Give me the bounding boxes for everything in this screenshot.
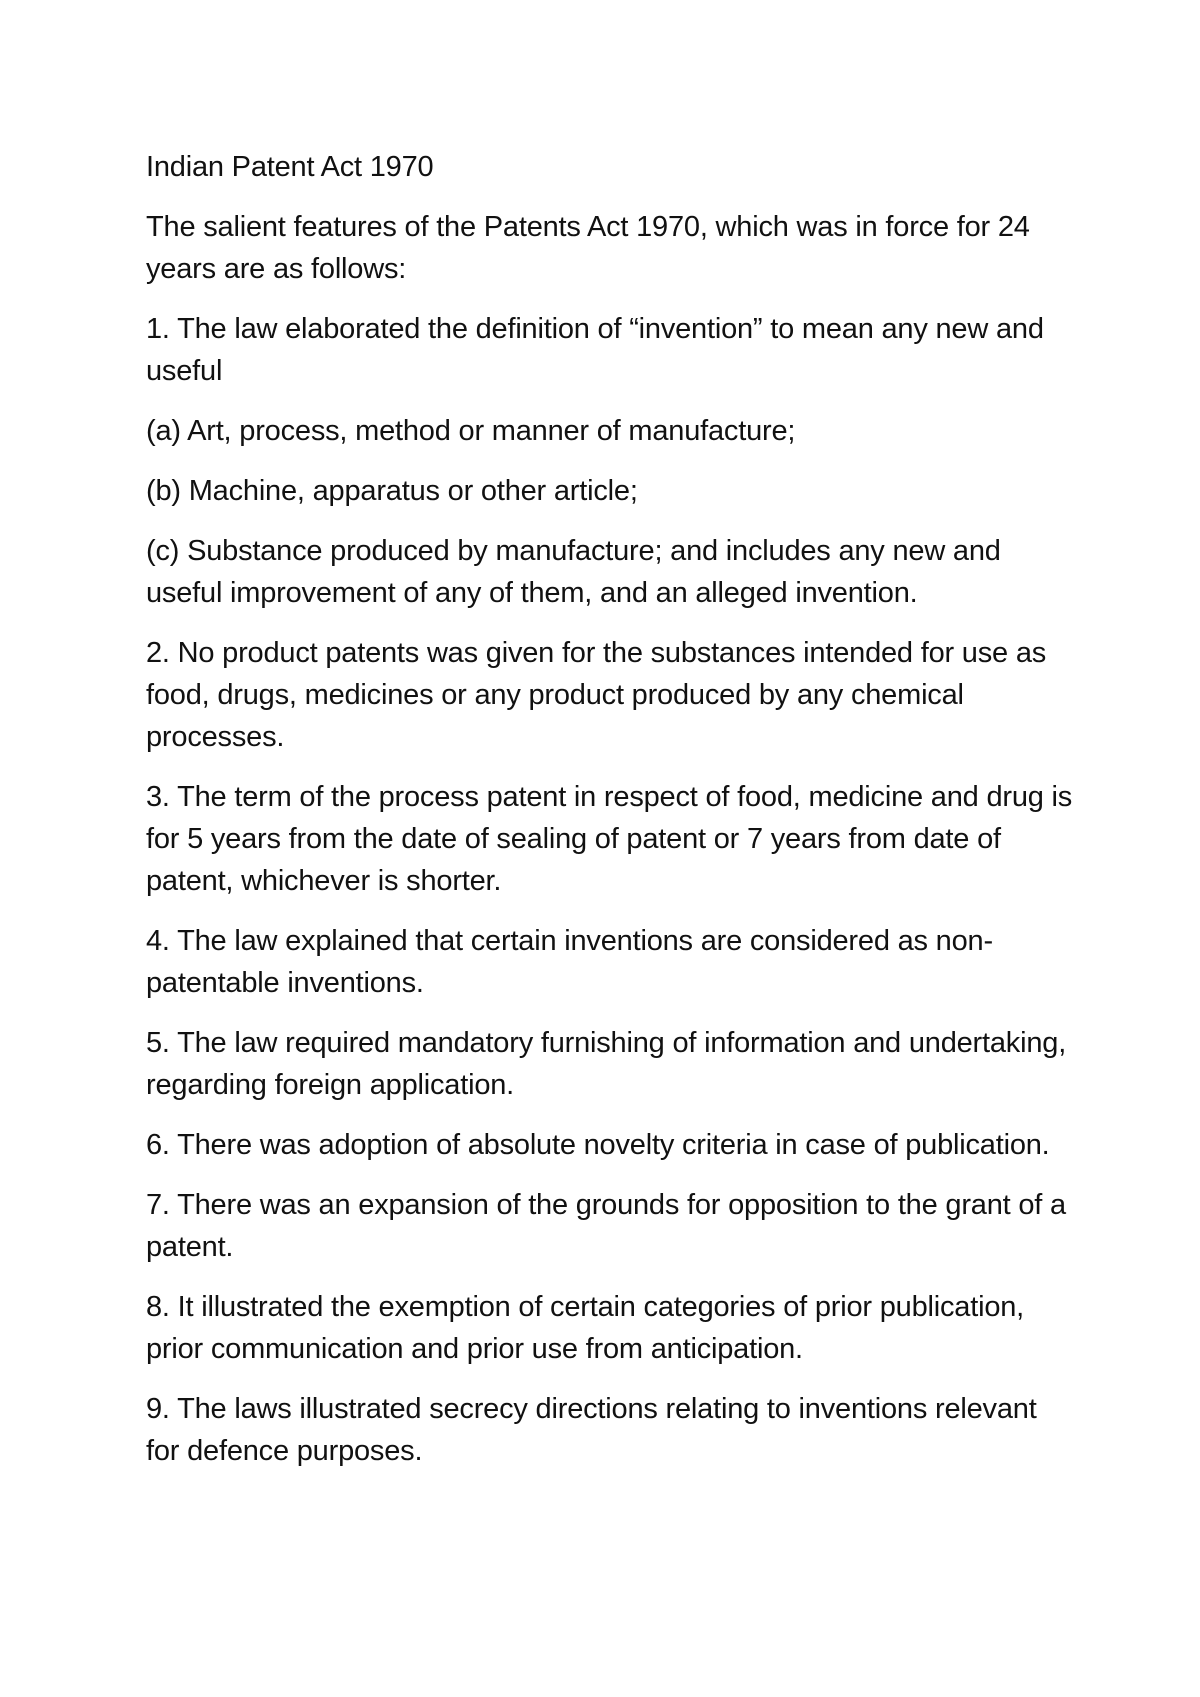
item-5: 5. The law required mandatory furnishing of information and undertaking, regarding foreign application.	[146, 1027, 1067, 1101]
item-1-definition: 1. The law elaborated the definition of “invention” to mean any new and useful	[146, 313, 1044, 387]
document-body	[146, 146, 1076, 1490]
item-1a: (a) Art, process, method or manner of manufacture;	[146, 415, 796, 447]
item-8: 8. It illustrated the exemption of certain categories of prior publication, prior communication and prior use from anticipation.	[146, 1291, 1025, 1365]
item-3: 3. The term of the process patent in respect of food, medicine and drug is for 5 years from the date of sealing of patent or 7 years from date of patent, whichever is shorter.	[146, 781, 1073, 897]
item-1c: (c) Substance produced by manufacture; and includes any new and useful improvement of any of them, and an alleged invention.	[146, 535, 1001, 609]
intro-paragraph: The salient features of the Patents Act 1970, which was in force for 24 years are as follows:	[146, 211, 1030, 285]
item-7: 7. There was an expansion of the grounds for opposition to the grant of a patent.	[146, 1189, 1066, 1263]
document-title: Indian Patent Act 1970	[146, 151, 434, 183]
item-1b: (b) Machine, apparatus or other article;	[146, 475, 638, 507]
item-9: 9. The laws illustrated secrecy directions relating to inventions relevant for defence purposes.	[146, 1393, 1037, 1467]
item-4: 4. The law explained that certain inventions are considered as non-patentable inventions.	[146, 925, 993, 999]
item-6: 6. There was adoption of absolute novelty criteria in case of publication.	[146, 1129, 1050, 1161]
item-2: 2. No product patents was given for the substances intended for use as food, drugs, medicines or any product produced by any chemical processes.	[146, 637, 1047, 753]
